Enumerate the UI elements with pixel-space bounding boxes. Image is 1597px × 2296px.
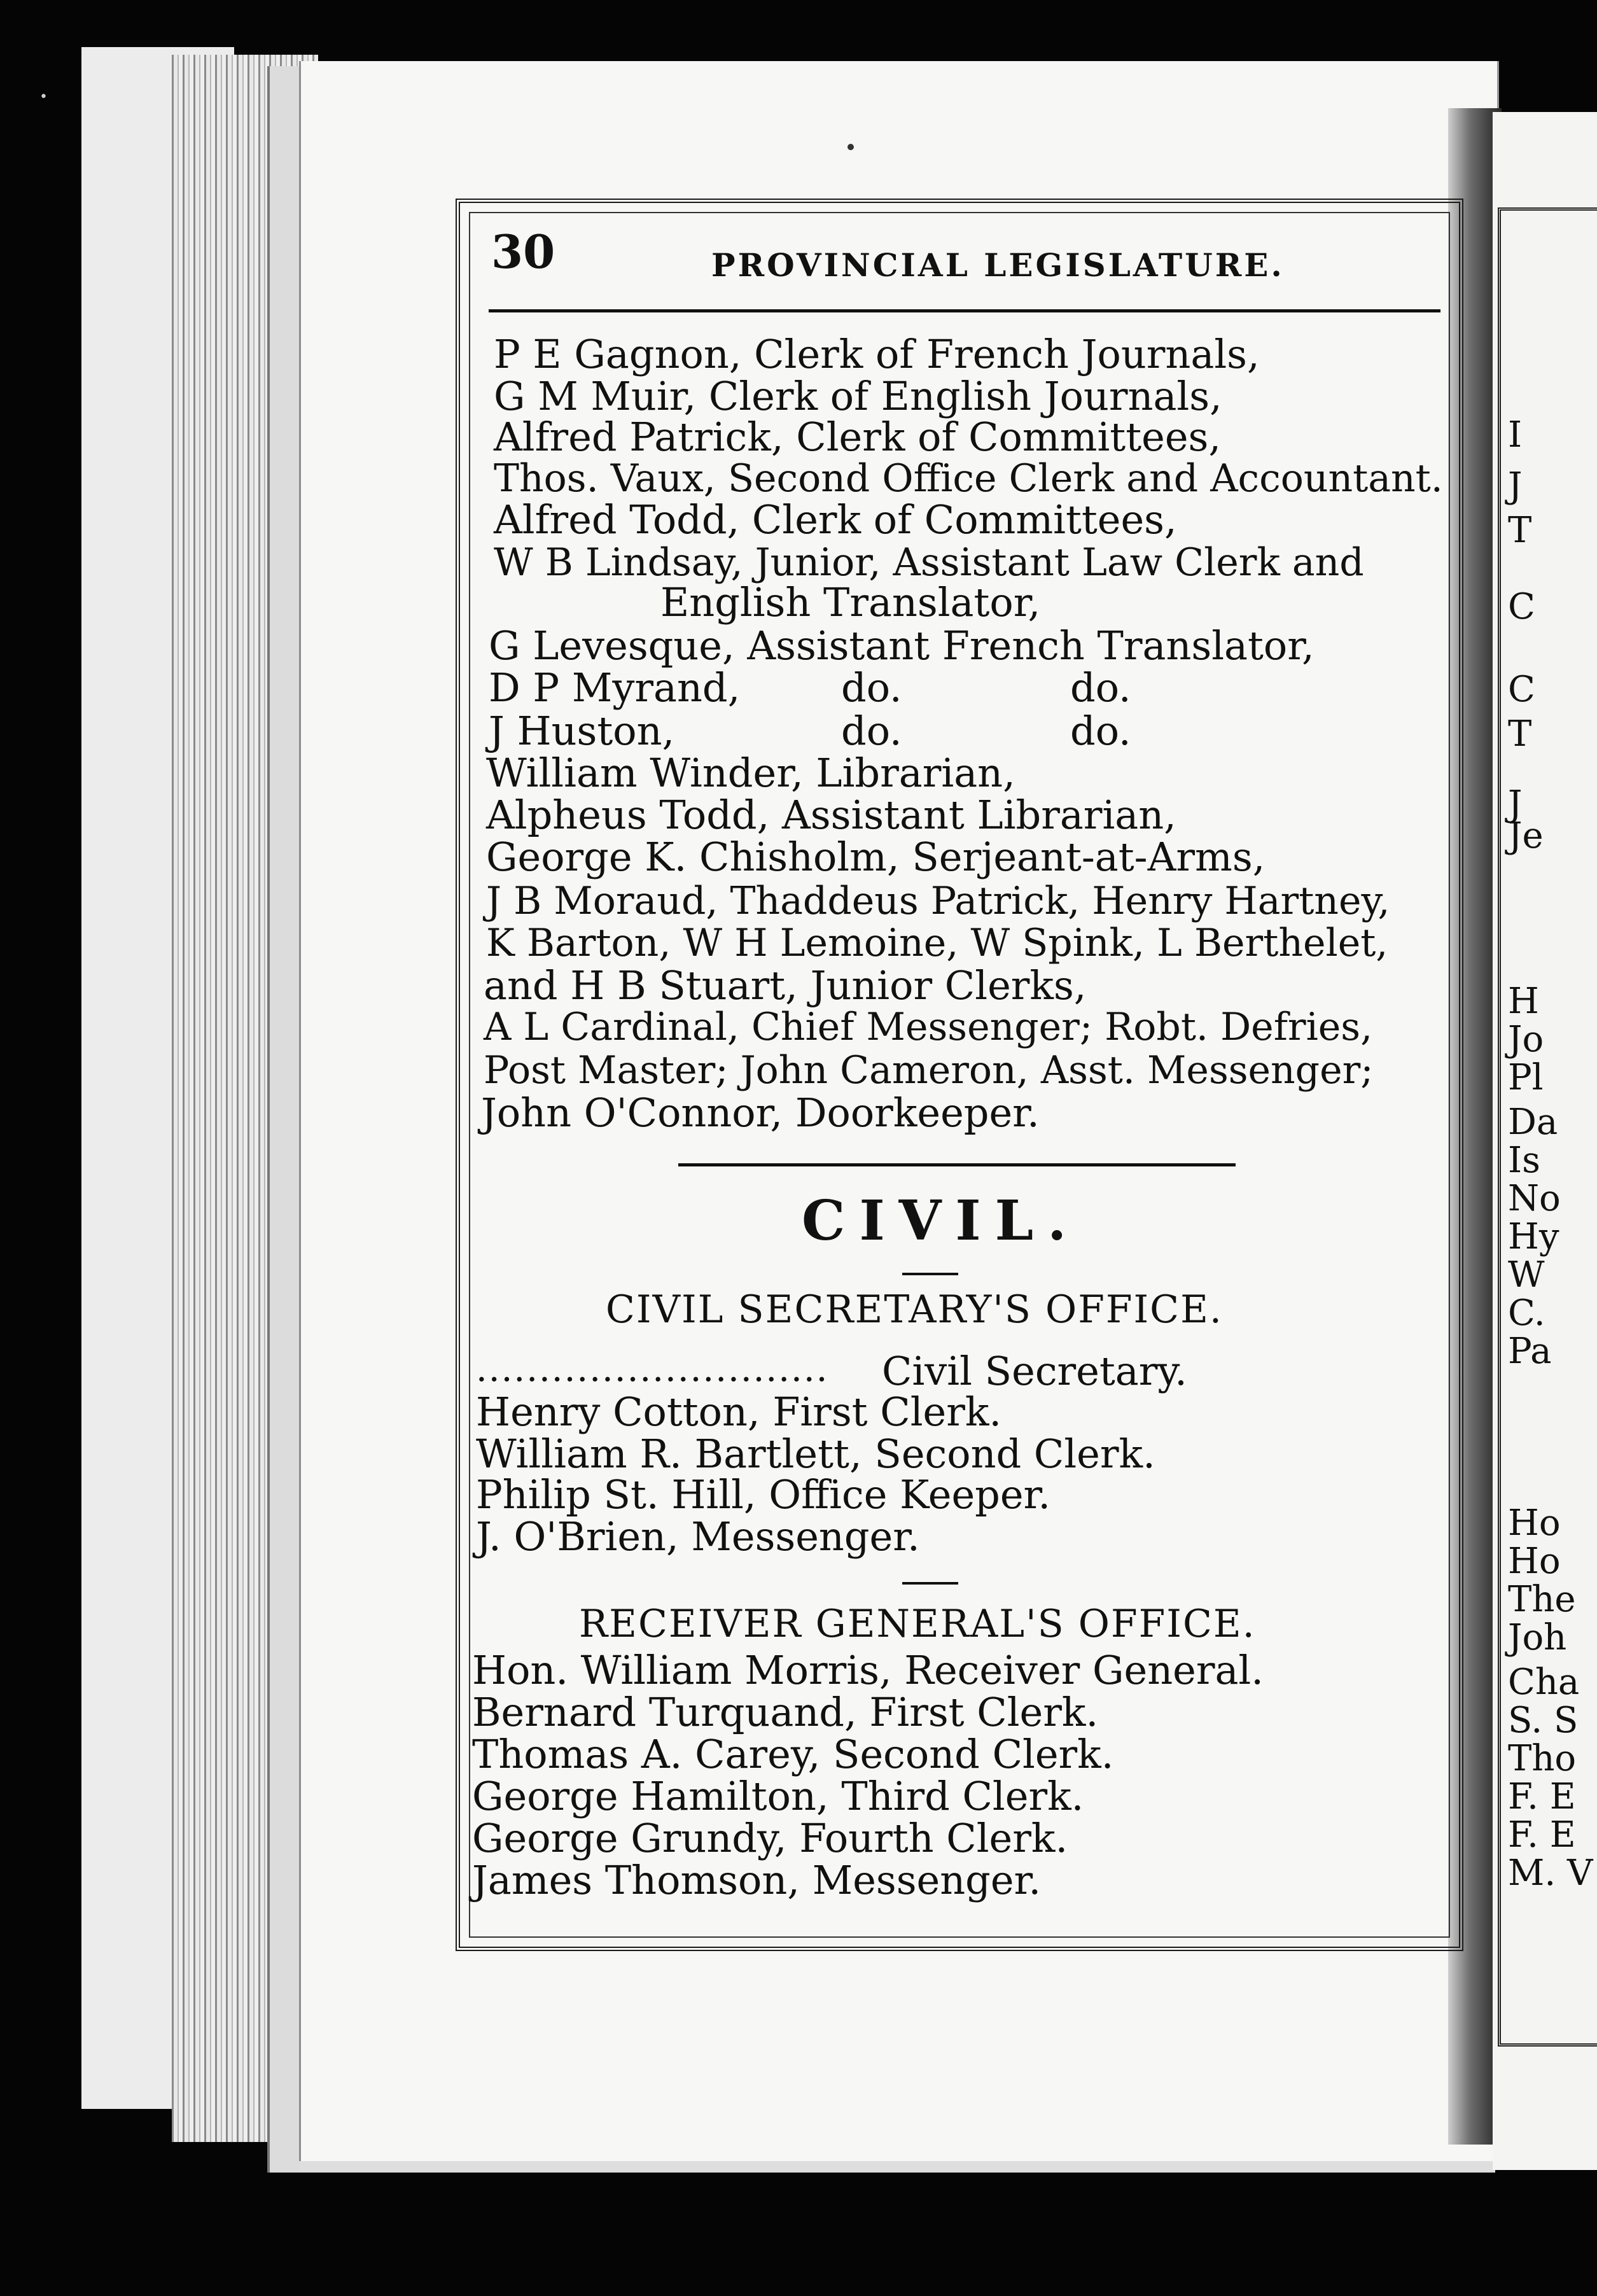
section-rule <box>678 1163 1236 1166</box>
facing-page-fragment: I <box>1508 414 1523 456</box>
facing-page-fragment: C <box>1508 586 1535 627</box>
facing-page-fragment: Is <box>1508 1140 1540 1181</box>
facing-page-fragment: C. <box>1508 1292 1545 1334</box>
facing-page-fragment: H <box>1508 981 1539 1022</box>
facing-page-fragment: M. V <box>1508 1852 1593 1894</box>
running-head: PROVINCIAL LEGISLATURE. <box>711 246 1285 284</box>
staff-line: J B Moraud, Thaddeus Patrick, Henry Hartney, <box>486 879 1390 923</box>
header-rule <box>489 309 1440 312</box>
staff-line: and H B Stuart, Junior Clerks, <box>484 962 1087 1009</box>
facing-page-fragment: Pa <box>1508 1331 1552 1372</box>
facing-page-fragment: F. E <box>1508 1814 1576 1856</box>
office-entry: Hon. William Morris, Receiver General. <box>472 1647 1264 1693</box>
ditto-name: J Huston, <box>489 708 675 754</box>
facing-page-fragment: Cha <box>1508 1662 1580 1703</box>
facing-page-fragment: J <box>1508 465 1523 507</box>
facing-page-fragment: F. E <box>1508 1776 1576 1817</box>
facing-page-fragment: Ho <box>1508 1541 1561 1582</box>
staff-line: A L Cardinal, Chief Messenger; Robt. Defries, <box>484 1005 1373 1049</box>
facing-page-fragment: Je <box>1508 815 1544 857</box>
office-entry: George Grundy, Fourth Clerk. <box>472 1815 1068 1861</box>
ditto-mark: do. <box>841 664 902 711</box>
page-bottom-edge <box>299 2161 1495 2173</box>
facing-page-fragment: Da <box>1508 1102 1558 1143</box>
office-entry: James Thomson, Messenger. <box>472 1857 1042 1903</box>
staff-line: G Levesque, Assistant French Translator, <box>489 622 1315 669</box>
short-rule <box>902 1273 958 1275</box>
office-heading: CIVIL SECRETARY'S OFFICE. <box>606 1287 1223 1332</box>
facing-page-fragment: J <box>1508 783 1523 825</box>
facing-page-fragment: Jo <box>1508 1019 1544 1060</box>
staff-line: Post Master; John Cameron, Asst. Messenger; <box>484 1048 1374 1093</box>
office-entry: Thomas A. Carey, Second Clerk. <box>472 1731 1114 1777</box>
staff-line: Alfred Todd, Clerk of Committees, <box>494 496 1177 543</box>
facing-page-fragment: T <box>1508 713 1532 755</box>
staff-line: Alpheus Todd, Assistant Librarian, <box>486 792 1176 838</box>
page-number: 30 <box>491 225 555 279</box>
facing-page-fragment: Hy <box>1508 1216 1559 1257</box>
ditto-mark: do. <box>1070 664 1131 711</box>
office-heading: RECEIVER GENERAL'S OFFICE. <box>579 1602 1256 1646</box>
dust-speck: • <box>39 89 48 105</box>
office-entry: J. O'Brien, Messenger. <box>476 1513 920 1560</box>
ditto-mark: do. <box>841 708 902 754</box>
facing-page-fragment: Pl <box>1508 1057 1544 1098</box>
staff-line: Alfred Patrick, Clerk of Committees, <box>494 414 1222 460</box>
facing-page-fragment: S. S <box>1508 1700 1579 1741</box>
facing-page-fragment: C <box>1508 669 1535 710</box>
facing-page <box>1493 112 1597 2170</box>
facing-page-fragment: W <box>1508 1254 1545 1296</box>
office-entry: Bernard Turquand, First Clerk. <box>472 1689 1099 1735</box>
staff-line: Thos. Vaux, Second Office Clerk and Accountant. <box>494 456 1443 501</box>
staff-line: G M Muir, Clerk of English Journals, <box>494 373 1222 419</box>
facing-page-fragment: Joh <box>1508 1617 1567 1658</box>
facing-page-fragment: Ho <box>1508 1502 1561 1544</box>
ditto-mark: do. <box>1070 708 1131 754</box>
dotted-leader: ............................ <box>476 1348 829 1390</box>
staff-line: P E Gagnon, Clerk of French Journals, <box>494 331 1260 377</box>
staff-line-continuation: English Translator, <box>660 579 1041 626</box>
staff-line: William Winder, Librarian, <box>486 750 1015 796</box>
ditto-name: D P Myrand, <box>489 664 741 711</box>
facing-page-fragment: Tho <box>1508 1738 1577 1779</box>
staff-line: W B Lindsay, Junior, Assistant Law Clerk and <box>494 540 1364 585</box>
office-entry: William R. Bartlett, Second Clerk. <box>476 1431 1155 1477</box>
staff-line: George K. Chisholm, Serjeant-at-Arms, <box>486 834 1266 880</box>
page-mark <box>847 144 854 150</box>
vacant-position: Civil Secretary. <box>882 1348 1187 1394</box>
short-rule <box>902 1582 958 1585</box>
facing-page-fragment: The <box>1508 1579 1576 1620</box>
section-heading-civil: CIVIL. <box>802 1189 1081 1253</box>
office-entry: Henry Cotton, First Clerk. <box>476 1389 1002 1435</box>
office-entry: George Hamilton, Third Clerk. <box>472 1773 1084 1819</box>
staff-line: John O'Connor, Doorkeeper. <box>481 1089 1040 1136</box>
office-entry: Philip St. Hill, Office Keeper. <box>476 1471 1051 1518</box>
staff-line: K Barton, W H Lemoine, W Spink, L Berthelet, <box>486 921 1388 965</box>
facing-page-fragment: No <box>1508 1178 1561 1219</box>
facing-page-fragment: T <box>1508 510 1532 551</box>
